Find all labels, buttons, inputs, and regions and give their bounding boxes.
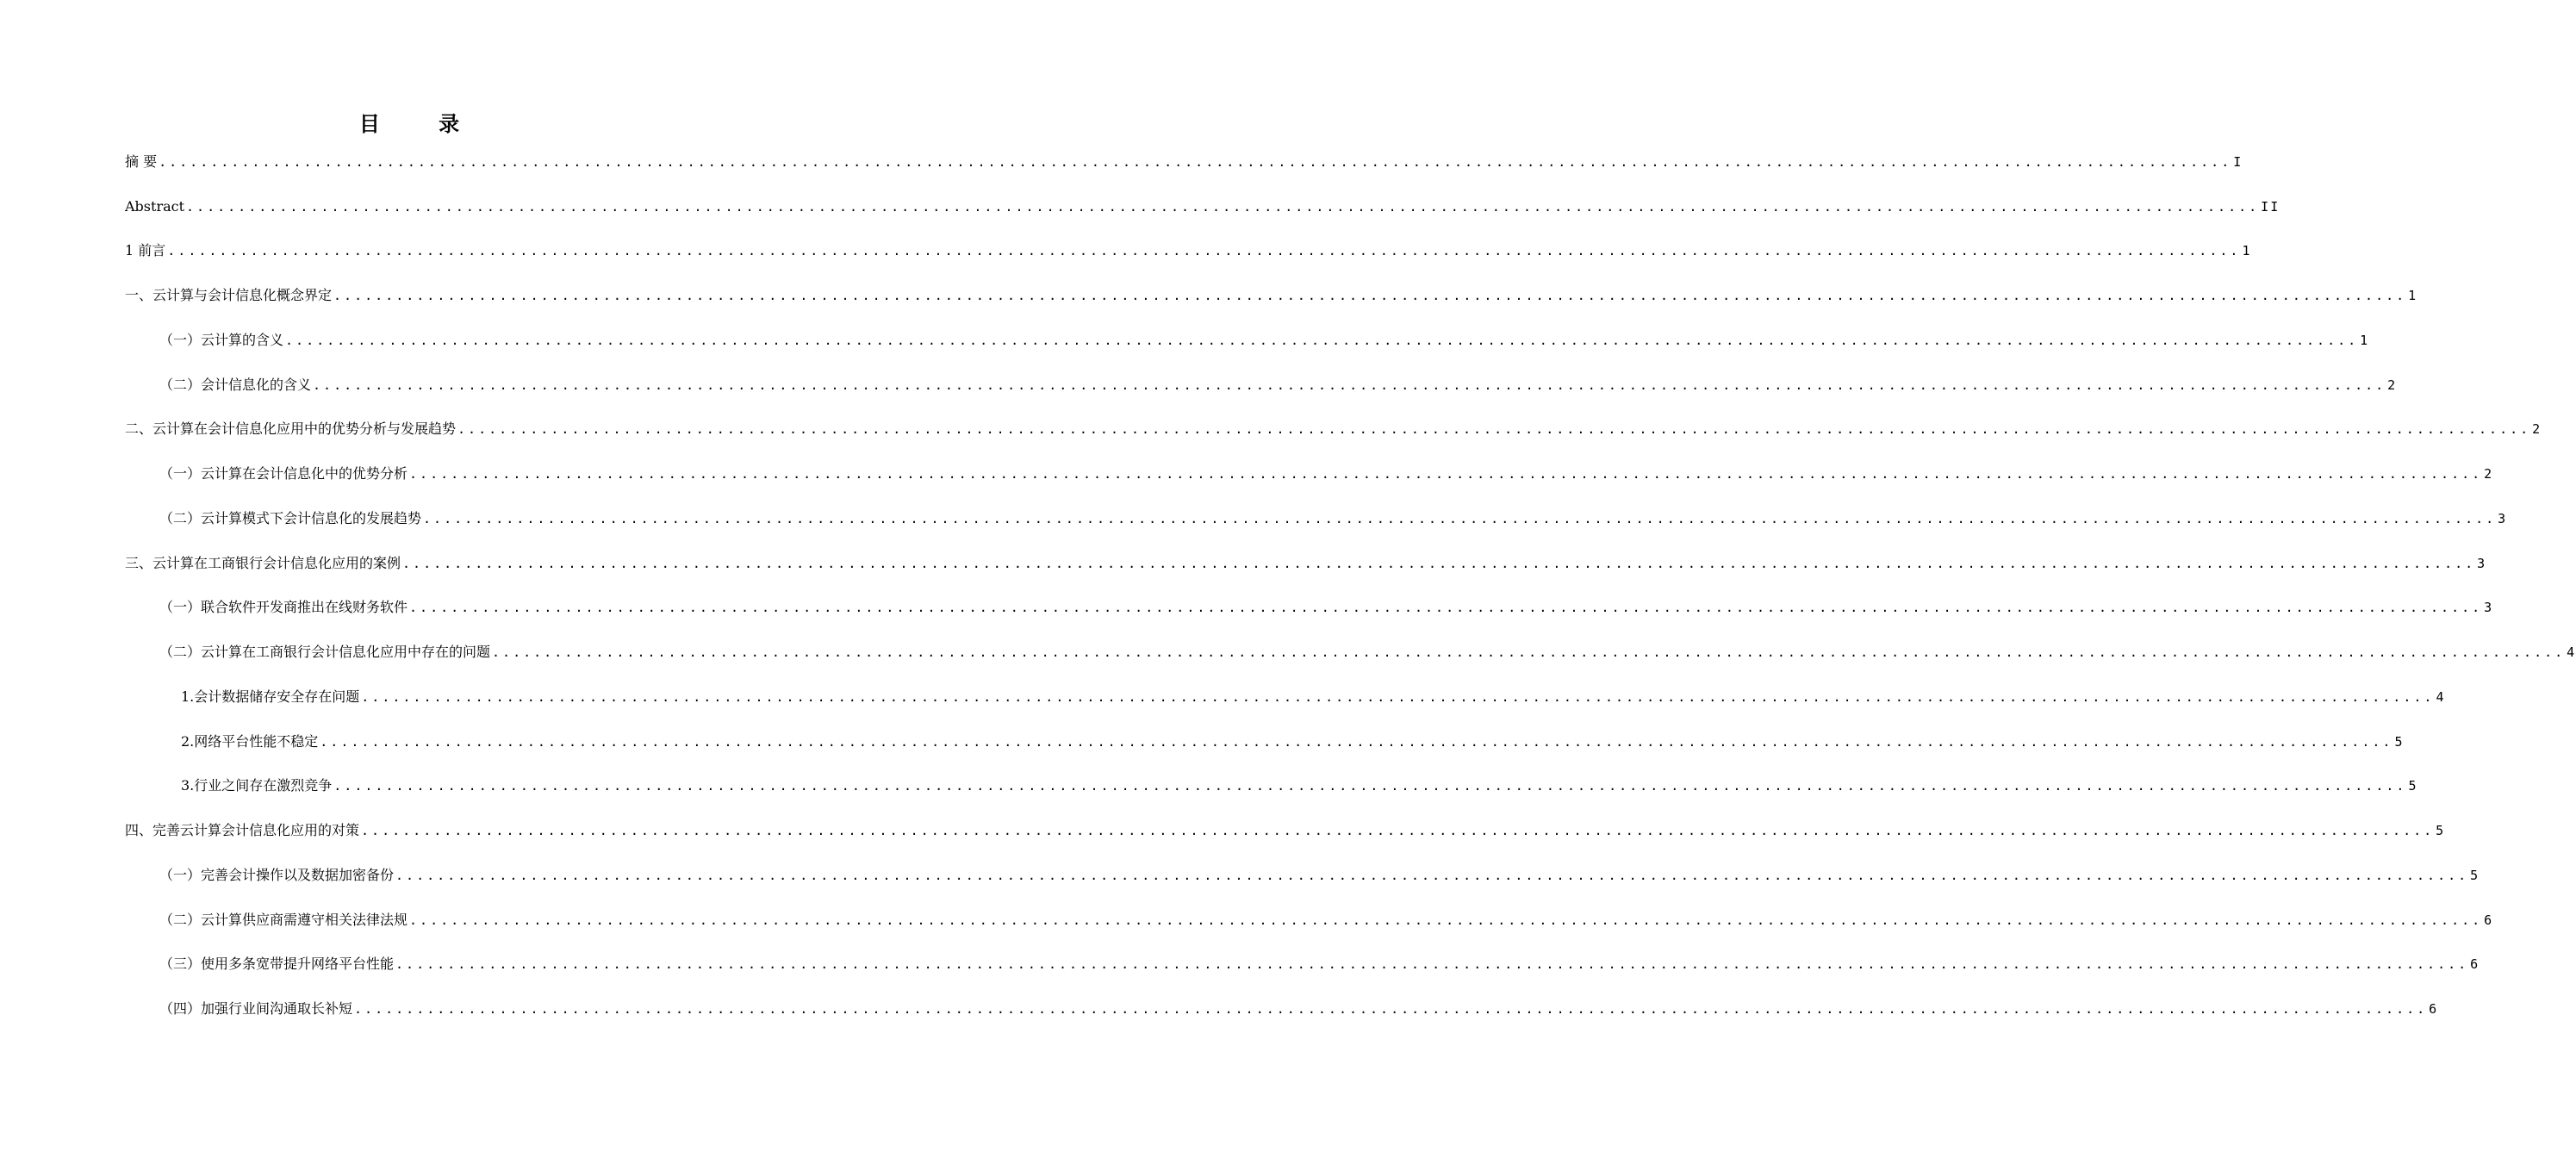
toc-entry-page-number: 4 <box>2436 688 2446 705</box>
dot-leader: ........................................................................................................................................................................................................ <box>361 688 2435 705</box>
dot-leader: ........................................................................................................................................................................................................ <box>409 466 2483 482</box>
dot-leader: ........................................................................................................................................................................................................ <box>361 823 2435 839</box>
dot-leader: ........................................................................................................................................................................................................ <box>395 956 2469 973</box>
dot-leader: ........................................................................................................................................................................................................ <box>354 1001 2428 1018</box>
toc-entry[interactable] <box>125 318 2370 363</box>
dot-leader: ........................................................................................................................................................................................................ <box>333 288 2407 304</box>
toc-entry-label: 四、完善云计算会计信息化应用的对策 <box>125 822 360 839</box>
dot-leader: ........................................................................................................................................................................................................ <box>409 912 2483 928</box>
toc-entry-label: 二、云计算在会计信息化应用中的优势分析与发展趋势 <box>125 420 457 438</box>
toc-entry-page-number: 3 <box>2498 510 2508 526</box>
toc-entry-page-number: 1 <box>2408 288 2418 304</box>
toc-entry-label: 1 前言 <box>125 242 166 259</box>
toc-entry-page-number: 4 <box>2567 644 2576 661</box>
toc-entry-label: 三、云计算在工商银行会计信息化应用的案例 <box>125 554 401 571</box>
toc-entry[interactable] <box>125 987 2439 1031</box>
toc-entry-page-number: 6 <box>2429 1001 2439 1018</box>
toc-entry[interactable] <box>125 719 2405 764</box>
toc-entry-page-number: 5 <box>2394 733 2405 750</box>
toc-entry[interactable] <box>125 496 2508 541</box>
dot-leader: ........................................................................................................................................................................................................ <box>492 644 2566 661</box>
toc-entry[interactable] <box>125 764 2418 809</box>
dot-leader: ........................................................................................................................................................................................................ <box>313 377 2386 393</box>
dot-leader: ........................................................................................................................................................................................................ <box>409 600 2483 616</box>
toc-entry-page-number: 6 <box>2484 912 2494 928</box>
toc-entry-label: （二）云计算在工商银行会计信息化应用中存在的问题 <box>159 644 491 661</box>
toc-entry[interactable] <box>125 408 2542 452</box>
toc-entry-page-number: 3 <box>2484 600 2494 616</box>
toc-entry-page-number: 6 <box>2470 956 2480 973</box>
dot-leader: ........................................................................................................................................................................................................ <box>457 421 2531 438</box>
toc-entry-page-number: 5 <box>2408 778 2418 794</box>
toc-entry-page-number: II <box>2261 198 2280 215</box>
toc-entry[interactable] <box>125 273 2418 318</box>
dot-leader: ........................................................................................................................................................................................................ <box>167 243 2241 259</box>
toc-entry[interactable] <box>125 184 2280 229</box>
toc-entry-page-number: 5 <box>2436 823 2446 839</box>
toc-entry-label: 一、云计算与会计信息化概念界定 <box>125 287 333 304</box>
toc-entry-page-number: 1 <box>2360 332 2370 348</box>
dot-leader: ........................................................................................................................................................................................................ <box>159 153 2232 170</box>
toc-entry-label: （一）云计算的含义 <box>159 331 284 348</box>
toc-entry-label: 摘 要 <box>125 153 158 170</box>
toc-entry-label: （二）云计算模式下会计信息化的发展趋势 <box>159 509 422 526</box>
toc-entry-label: （二）云计算供应商需遵守相关法律法规 <box>159 911 408 928</box>
toc-entry[interactable] <box>125 451 2494 496</box>
toc-entry[interactable] <box>125 853 2480 898</box>
toc-entry-label: （一）完善会计操作以及数据加密备份 <box>159 866 395 883</box>
toc-entry-page-number: 3 <box>2477 555 2487 571</box>
dot-leader: ........................................................................................................................................................................................................ <box>402 555 2476 571</box>
toc-entry-page-number: 2 <box>2532 421 2542 438</box>
dot-leader: ........................................................................................................................................................................................................ <box>423 510 2497 526</box>
toc-entry-page-number: 2 <box>2387 377 2398 393</box>
page-title: 目 录 <box>358 112 486 136</box>
toc-entry-label: （二）会计信息化的含义 <box>159 376 312 393</box>
toc-entry[interactable] <box>125 229 2252 274</box>
toc-entry-label: 2.网络平台性能不稳定 <box>181 732 319 750</box>
toc-entry[interactable] <box>125 808 2446 853</box>
toc-entry-label: （三）使用多条宽带提升网络平台性能 <box>159 956 395 973</box>
toc-entry-label: 3.行业之间存在激烈竞争 <box>181 777 333 794</box>
dot-leader: ........................................................................................................................................................................................................ <box>285 332 2359 348</box>
toc-entry-label: （一）联合软件开发商推出在线财务软件 <box>159 599 408 616</box>
toc-entry-label: （一）云计算在会计信息化中的优势分析 <box>159 465 408 482</box>
toc-list <box>125 140 2576 1031</box>
toc-entry-page-number: 2 <box>2484 466 2494 482</box>
toc-entry-page-number: 5 <box>2470 867 2480 883</box>
toc-entry[interactable] <box>125 675 2446 719</box>
dot-leader: ........................................................................................................................................................................................................ <box>320 733 2393 750</box>
toc-entry[interactable] <box>125 630 2576 675</box>
toc-entry-page-number: 1 <box>2242 243 2252 259</box>
toc-entry-page-number: I <box>2233 153 2243 170</box>
dot-leader: ........................................................................................................................................................................................................ <box>395 867 2469 883</box>
toc-entry[interactable] <box>125 541 2487 586</box>
toc-entry-label: （四）加强行业间沟通取长补短 <box>159 1000 353 1018</box>
dot-leader: ........................................................................................................................................................................................................ <box>186 198 2260 215</box>
toc-entry[interactable] <box>125 586 2494 631</box>
toc-entry[interactable] <box>125 363 2398 408</box>
toc-entry-label: Abstract <box>125 197 185 215</box>
dot-leader: ........................................................................................................................................................................................................ <box>333 778 2407 794</box>
toc-entry[interactable] <box>125 943 2480 987</box>
toc-entry[interactable] <box>125 140 2243 184</box>
toc-entry[interactable] <box>125 898 2494 943</box>
toc-entry-label: 1.会计数据储存安全存在问题 <box>181 688 360 705</box>
